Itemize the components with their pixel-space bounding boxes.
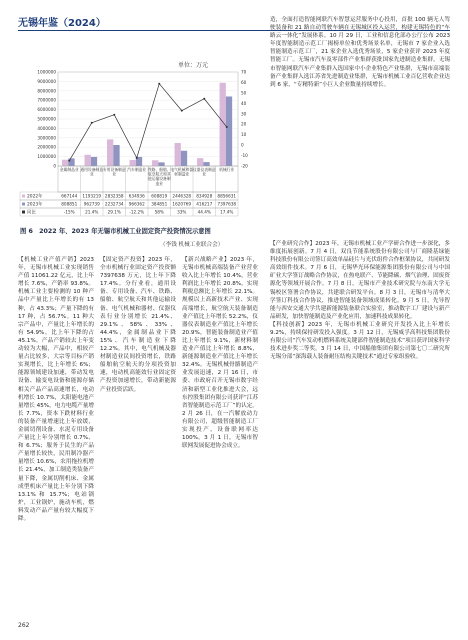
legend-swatch: [22, 203, 25, 206]
legend-swatch: [22, 211, 25, 214]
category-label: 他运输设备制: [147, 176, 171, 182]
paragraph-continuation: 造，全面打造智能网联汽车智慧运营服务中心投用，首批 100 辆无人驾驶装备和 21 路自动驾驶车辆在无锡城区投入运营，构建无锡特色的“车路云一体化”发展体系。10 月 29 日，工业和信息化部办公厅公布 2023 年度智能制造示范工厂揭榜单位和优秀场景名单，无锡市 7 家企业入选智能制造示范工厂，21 家企业入选优秀场景，5 家企业获评 2023 年度智能工厂。无锡市汽车及零部件产业集群获批国家先进制造业集群，无锡市智能网联汽车产业集群入选国家中小企业特色产业集群，无锡市高端装备产业集群入选江苏省先进制造业集群，无锡市机械工业百亿营收企业达到 6 家，“专精特新”小巨人企业数量持续增长。: [270, 17, 450, 88]
y2-tick-label: 0: [241, 142, 244, 148]
category-label: 业: [112, 171, 117, 177]
table-cell: 1620769: [172, 201, 192, 207]
yoy-point: [203, 98, 205, 100]
table-cell: 1193219: [82, 193, 102, 199]
table-cell: 808851: [61, 201, 78, 207]
category-label: 铁路、船舶、: [147, 167, 171, 172]
bar-2022: [130, 160, 136, 166]
bar-2023: [91, 157, 97, 166]
category-label: 航空航天和其: [147, 171, 171, 177]
table-cell: 634936: [128, 193, 145, 199]
yoy-point: [136, 157, 138, 159]
yoy-point: [68, 160, 70, 162]
category-label: 业: [89, 171, 94, 177]
right-column-top: [270, 16, 450, 90]
yoy-point: [226, 126, 228, 128]
yoy-point: [158, 83, 160, 85]
table-cell: 2232734: [104, 201, 124, 207]
y-tick-label: 8000000: [37, 88, 56, 94]
y-tick-label: 1000000: [37, 69, 56, 75]
table-cell: 21.4%: [85, 209, 99, 215]
category-label: 汽车制造业: [127, 167, 147, 172]
investment-chart: [6, 64, 262, 224]
bar-2022: [152, 160, 158, 166]
table-cell: 608819: [151, 193, 168, 199]
y-tick-label: 3000000: [37, 135, 56, 141]
table-row-label: 同比: [27, 210, 36, 216]
bar-2023: [68, 158, 74, 166]
y-tick-label: 4000000: [37, 125, 56, 131]
bar-2022: [197, 158, 203, 166]
table-cell: -15%: [63, 209, 75, 215]
table-cell: 29.1%: [107, 209, 121, 215]
category-label: 仪器仪表制造: [192, 167, 216, 172]
table-row-label: 2022年: [27, 194, 43, 200]
table-cell: 8856631: [217, 193, 237, 199]
y-tick-label: 6000000: [37, 107, 56, 113]
y2-tick-label: 70: [241, 69, 247, 75]
y-tick-label: 9000000: [37, 78, 56, 84]
right-column-bottom: [270, 240, 450, 362]
table-cell: 416217: [196, 201, 213, 207]
table-cell: 2832358: [104, 193, 124, 199]
bar-2023: [203, 162, 209, 166]
table-cell: 33%: [177, 209, 187, 215]
bar-2022: [107, 139, 113, 166]
article-column-2: [100, 256, 176, 395]
table-row-label: 2023年: [27, 202, 43, 208]
table-cell: 384851: [151, 201, 168, 207]
bar-2022: [175, 143, 181, 166]
article-column-1: [18, 256, 94, 524]
figure-byline: （李钱 机械工业联合会）: [160, 242, 224, 248]
table-cell: 2446328: [172, 193, 192, 199]
y-tick-label: 2000000: [37, 144, 56, 150]
y2-tick-label: 50: [241, 90, 247, 96]
chart-unit: 单位：万元: [178, 62, 209, 69]
category-label: 专用设备制造: [102, 167, 126, 172]
bar-2022: [85, 155, 91, 166]
bar-2023: [113, 145, 119, 166]
y2-tick-label: 10: [241, 132, 247, 138]
yoy-point: [181, 110, 183, 112]
y2-tick-label: 20: [241, 121, 247, 127]
y-tick-label: 1000000: [37, 154, 56, 160]
category-label: 机械行业: [219, 167, 235, 172]
table-cell: 7397638: [217, 201, 237, 207]
category-label: 造业: [155, 180, 164, 186]
table-cell: -12.2%: [129, 209, 145, 215]
table-cell: 966362: [128, 201, 145, 207]
bar-2022: [62, 160, 68, 166]
yoy-line: [69, 84, 227, 161]
page-number: 262: [18, 622, 30, 629]
y-tick-label: 0: [53, 163, 56, 169]
category-label: 业: [202, 171, 207, 177]
yoy-point: [113, 114, 115, 116]
category-label: 通用设备制造: [80, 167, 104, 172]
figure-caption: 图 6 2022 年、2023 年无锡市机械工业固定资产投资情况示意图: [20, 228, 211, 235]
paragraph-emerging-industry: 【新兴战略产业】2023 年，无锡市机械高端装备产业营业收入比上年增长 10.4%，营业利润比上年增长 20.8%，实现利税总额比上年增长 22.1%。规模以上高新技术产业、实现高端增长，航空航天装备制造业产值比上年增长 52.2%，仪器仪表制造业产值比上年增长 20.9%，智能装备制造业产值比上年增长 9.1%，新材料制造业产值比上年增长 8.8%，新能源制造业产值比上年增长 32.4%。无锡机械骨骼制造产业发展迅速，2 月 16 日，市委、市政府召开无锡市数字经济和新型工业化推进大会，远东控股集团有限公司获评“江苏省智能制造示范工厂”的认定。2 月 26 日，在一汽解放动力有限公司，超级智能制造工厂实现投产，设备联网率达 100%。3 月 1 日，无锡市智联网发展促进协会成立。: [182, 257, 258, 450]
category-label: 材制造业: [174, 171, 190, 177]
table-cell: 834928: [196, 193, 213, 199]
category-label: 金属制品业: [59, 167, 79, 172]
category-label: 电气机械和器: [170, 167, 194, 172]
bar-2023: [158, 162, 164, 166]
legend-swatch: [22, 195, 25, 198]
y-tick-label: 5000000: [37, 116, 56, 122]
yoy-point: [91, 122, 93, 124]
bar-2023: [226, 96, 232, 166]
y2-tick-label: 60: [241, 79, 247, 85]
y2-tick-label: -20: [241, 163, 248, 169]
bar-2023: [181, 151, 187, 166]
y2-tick-label: -10: [241, 153, 248, 159]
paragraph-research-cooperation: 【产业研究合作】2023 年，无锡市机械工业产学研合作进一步深化，多维度拓展创新。7 月 4 日，双良节能系统股份有限公司与厂商隆基绿能科技股份有限公司签订高效单晶硅片与光伏组件合作框架协议，共同研发高效组件技术。7 月 6 日，无锡华光环保能源集团股份有限公司与中国矿业大学签订战略合作协议，在热电联产、节能降碳、烟气治理、固废资源化等领域开展合作。7 月 8 日，无锡市产业技术研究院与东南大学无锡校区签署合作协议，共建联合研发平台。8 月 3 日，无锡市与清华大学签订科技合作协议，推进智能装备领域成果转化。9 月 5 日，先导智能与西安交通大学共建新能源装备联合实验室，推动数字工厂建设与新产品研发，加快智能制造及产业化应用，加速科技成果转化。 【科技创新】2023 年，无锡市机械工业研究开发投入比上年增长 9.2%，持续保持研发投入强度。3 月 12 日，无锡威孚高科技集团股份有限公司“汽车发动机燃料系统关键部件智能制造技术”项目获评国家科学技术进步奖二等奖。3 月 14 日，中国船舶集团有限公司第七〇二研究所无锡分部“深海载人装备耐压结构关键技术”通过专家组验收。: [270, 241, 450, 361]
table-cell: 44.4%: [197, 209, 211, 215]
y-tick-label: 7000000: [37, 97, 56, 103]
page-header-title: 无锡年鉴（2024）: [18, 18, 106, 29]
table-cell: 17.4%: [220, 209, 234, 215]
table-cell: 667144: [61, 193, 78, 199]
paragraph-industry-output: 【机械工业产值产销】2023 年，无锡市机械工业实现销售产值 11061.22 亿元，比上年增长 7.6%，产销率 93.8%。机械工业主要检测的 10 种产品中产量比上年增长的有 13 种，占 43.3%；产量下降的有 17 种，占 56.7%。11 种大宗产品中，产量比上年增长的有 54.9%，比上年下降的占 45.1%。产品产销较去上年变动较为大幅，产品中，相较产量占比较多，大宗等目标产销实现增长，比上年增长 6%；能源领域建设加速，带动发电设备、输变电设备和能源存储相关产品产品高速增长，电动机增长 10.7%，太阳能电池产量增长 45%，电力电缆产量增长 7.7%，资本下跌材料行业的装备产量增速比上年放缓，金属切削设备、水泥专用设备产量比上年分别增长 0.7%、和 6.7%；服务于民生的产品产量增长较快，民用制冷器产量增长 10.6%，农用拖拉机增长 21.4%，加工制造类装备产量下降，金属切削机床、金属成型机床产量比上年分别下降 13.1% 和 15.7%；电站锅炉，工业锅炉，施动车机，燃料发动产品产量有较大幅度下降。: [18, 257, 94, 522]
y2-tick-label: 40: [241, 100, 247, 106]
paragraph-fixed-asset-investment: 【固定资产投资】2023 年，全市机械行业固定资产投资额 7397638 万元，比上年下降 17.4%。分行业看，通用设备、专用设备、汽车、铁路、船舶、航空航天和其他运输设备、电气机械和器材、仪器仪表行业分别增长 21.4%、29.1%、58%、33%、44.4%，金属制品业下降 15%、汽车制造业下降 12.2%。其中，电气机械及器材制造业民间投资增长，铁路船舶航空航天的分项投资加速，电动机高能效行业固定资产投资加速增长，带动新能源产业投资活跃。: [100, 257, 176, 393]
table-cell: 58%: [154, 209, 164, 215]
table-cell: 962739: [83, 201, 100, 207]
article-column-3: [182, 256, 258, 451]
y2-tick-label: 30: [241, 111, 247, 117]
